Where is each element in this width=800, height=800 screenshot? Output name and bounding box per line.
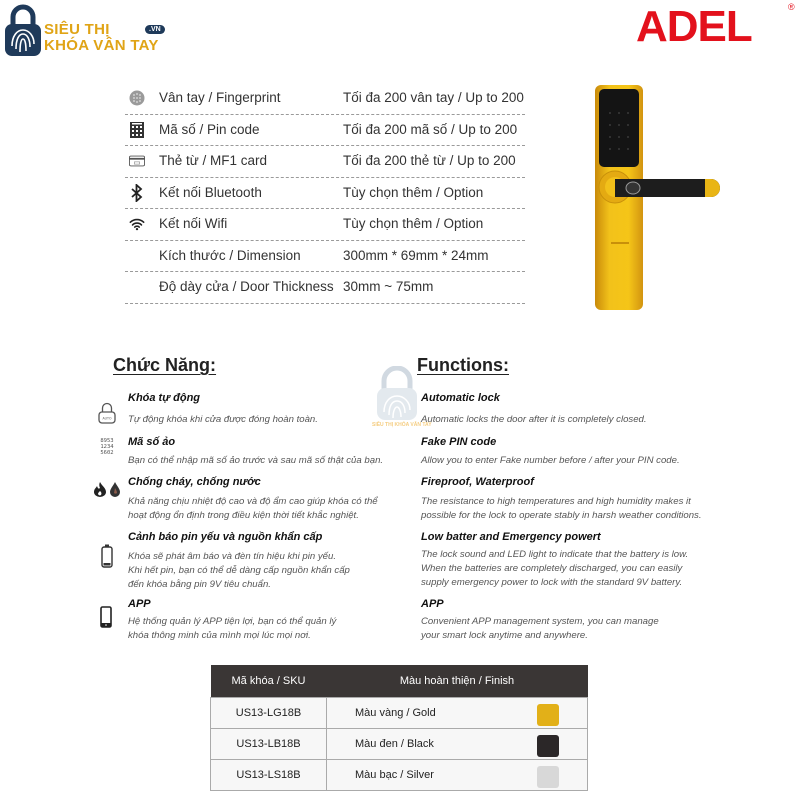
sku-cell: US13-LB18B bbox=[211, 728, 327, 759]
spec-row-fingerprint bbox=[125, 83, 525, 115]
spec-row-dimension bbox=[125, 241, 525, 273]
feature-desc-en: The lock sound and LED light to indicate that the battery is low. bbox=[421, 549, 689, 560]
spec-label: Kích thước / Dimension bbox=[159, 247, 301, 263]
auto-lock-icon bbox=[97, 402, 117, 424]
battery-icon bbox=[100, 544, 114, 568]
finish-cell bbox=[327, 697, 588, 728]
spec-value: Tùy chọn thêm / Option bbox=[343, 184, 484, 200]
feature-title-vi: Cảnh báo pin yếu và nguồn khẩn cấp bbox=[128, 531, 323, 543]
feature-desc-en: Convenient APP management system, you can manage bbox=[421, 616, 659, 627]
feature-desc-en: Allow you to enter Fake number before / after your PIN code. bbox=[421, 455, 680, 466]
color-swatch-silver bbox=[537, 766, 559, 788]
functions-title-en: Functions: bbox=[417, 355, 509, 375]
finish-label: Màu đen / Black bbox=[355, 737, 434, 750]
watermark-lock-icon bbox=[372, 366, 422, 422]
feature-desc-en: Automatic locks the door after it is completely closed. bbox=[421, 414, 647, 425]
spec-row-wifi bbox=[125, 209, 525, 241]
table-row bbox=[211, 697, 588, 728]
spec-value: Tối đa 200 mã số / Up to 200 bbox=[343, 121, 518, 137]
spec-value: 300mm * 69mm * 24mm bbox=[343, 247, 489, 263]
fake-pin-digits: 1234 bbox=[100, 444, 114, 450]
spec-label: Kết nối Wifi bbox=[159, 216, 228, 231]
keypad-icon bbox=[129, 122, 145, 138]
feature-title-en: Low batter and Emergency powert bbox=[421, 531, 601, 543]
feature-desc-vi: Hệ thống quản lý APP tiện lợi, bạn có thể quản lý bbox=[128, 616, 337, 627]
color-swatch-black bbox=[537, 735, 559, 757]
finish-cell bbox=[327, 759, 588, 790]
fire-water-icon bbox=[93, 481, 123, 497]
sku-cell: US13-LG18B bbox=[211, 697, 327, 728]
wifi-icon bbox=[129, 216, 145, 232]
brand-name-line1: SIÊU THỊ bbox=[44, 21, 110, 38]
brand-domain-badge: .VN bbox=[145, 25, 165, 34]
feature-desc-en: supply emergency power to lock with the standard 9V battery. bbox=[421, 577, 683, 588]
feature-desc-vi: Khóa sẽ phát âm báo và đèn tín hiệu khi pin yếu. bbox=[128, 551, 337, 562]
column-header-finish: Màu hoàn thiện / Finish bbox=[327, 665, 588, 697]
feature-desc-vi: Tự động khóa khi cửa được đóng hoàn toàn. bbox=[128, 414, 318, 425]
feature-title-en: Fireproof, Waterproof bbox=[421, 476, 534, 488]
fake-pin-icon bbox=[96, 437, 118, 457]
spec-value: Tùy chọn thêm / Option bbox=[343, 216, 484, 231]
feature-title-en: Automatic lock bbox=[421, 392, 500, 404]
spec-row-pin-code bbox=[125, 115, 525, 147]
feature-title-vi: Chống cháy, chống nước bbox=[128, 476, 261, 488]
column-header-sku: Mã khóa / SKU bbox=[211, 665, 327, 697]
fingerprint-icon bbox=[129, 90, 145, 106]
sku-table bbox=[210, 665, 588, 791]
svg-text:AUTO: AUTO bbox=[102, 416, 112, 421]
product-image-smart-lock bbox=[593, 85, 723, 315]
spec-label: Mã số / Pin code bbox=[159, 121, 260, 137]
functions-title-vi: Chức Năng: bbox=[113, 355, 217, 375]
finish-label: Màu bạc / Silver bbox=[355, 768, 434, 781]
feature-desc-en: your smart lock anytime and anywhere. bbox=[421, 630, 588, 641]
feature-title-vi: Mã số ảo bbox=[128, 436, 176, 448]
sku-table-header bbox=[211, 665, 588, 697]
finish-label: Màu vàng / Gold bbox=[355, 706, 436, 719]
table-row bbox=[211, 759, 588, 790]
feature-title-en: APP bbox=[421, 598, 444, 610]
feature-desc-en: When the batteries are completely discharged, you can easily bbox=[421, 563, 683, 574]
finish-cell bbox=[327, 728, 588, 759]
feature-desc-en: possible for the lock to operate stably in harsh weather conditions. bbox=[421, 510, 702, 521]
feature-desc-vi: đến khóa bằng pin 9V tiêu chuẩn. bbox=[128, 579, 271, 590]
feature-desc-vi: Khả năng chịu nhiệt độ cao và độ ẩm cao giúp khóa có thể bbox=[128, 496, 378, 507]
feature-title-vi: Khóa tự động bbox=[128, 392, 201, 404]
sku-cell: US13-LS18B bbox=[211, 759, 327, 790]
spec-label: Độ dày cửa / Door Thickness bbox=[159, 279, 334, 294]
brand-name-line2: KHÓA VÂN TAY bbox=[44, 37, 159, 54]
feature-desc-vi: Bạn có thể nhập mã số ảo trước và sau mã số thật của bạn. bbox=[128, 455, 384, 466]
specs-table bbox=[125, 83, 525, 304]
spec-label: Vân tay / Fingerprint bbox=[159, 90, 281, 105]
spec-value: Tối đa 200 vân tay / Up to 200 bbox=[343, 90, 524, 105]
fingerprint-lock-icon bbox=[2, 2, 44, 58]
feature-desc-en: The resistance to high temperatures and high humidity makes it bbox=[421, 496, 691, 507]
spec-row-bluetooth bbox=[125, 178, 525, 210]
card-icon bbox=[129, 153, 145, 169]
feature-title-en: Fake PIN code bbox=[421, 436, 497, 448]
spec-label: Thẻ từ / MF1 card bbox=[159, 153, 268, 168]
phone-icon bbox=[99, 606, 113, 628]
feature-desc-vi: hoạt động ổn định trong điều kiện thời tiết khắc nghiệt. bbox=[128, 510, 359, 521]
fake-pin-digits: 8953 bbox=[100, 438, 114, 444]
brand-logo bbox=[0, 0, 175, 60]
fake-pin-digits: 5602 bbox=[100, 450, 114, 456]
feature-desc-vi: khóa thông minh của mình mọi lúc mọi nơi. bbox=[128, 630, 311, 641]
spec-row-door-thickness bbox=[125, 272, 525, 304]
spec-value: Tối đa 200 thẻ từ / Up to 200 bbox=[343, 153, 516, 168]
color-swatch-gold bbox=[537, 704, 559, 726]
registered-mark: ® bbox=[788, 2, 795, 12]
spec-row-card bbox=[125, 146, 525, 178]
watermark-text: SIÊU THỊ KHÓA VÂN TAY bbox=[372, 422, 432, 428]
spec-label: Kết nối Bluetooth bbox=[159, 184, 262, 200]
spec-value: 30mm ~ 75mm bbox=[343, 279, 434, 294]
bluetooth-icon bbox=[129, 185, 145, 201]
feature-title-vi: APP bbox=[128, 598, 151, 610]
adel-logo: ADEL bbox=[636, 2, 752, 51]
feature-desc-vi: Khi hết pin, bạn có thể dễ dàng cấp nguồn khẩn cấp bbox=[128, 565, 350, 576]
table-row bbox=[211, 728, 588, 759]
